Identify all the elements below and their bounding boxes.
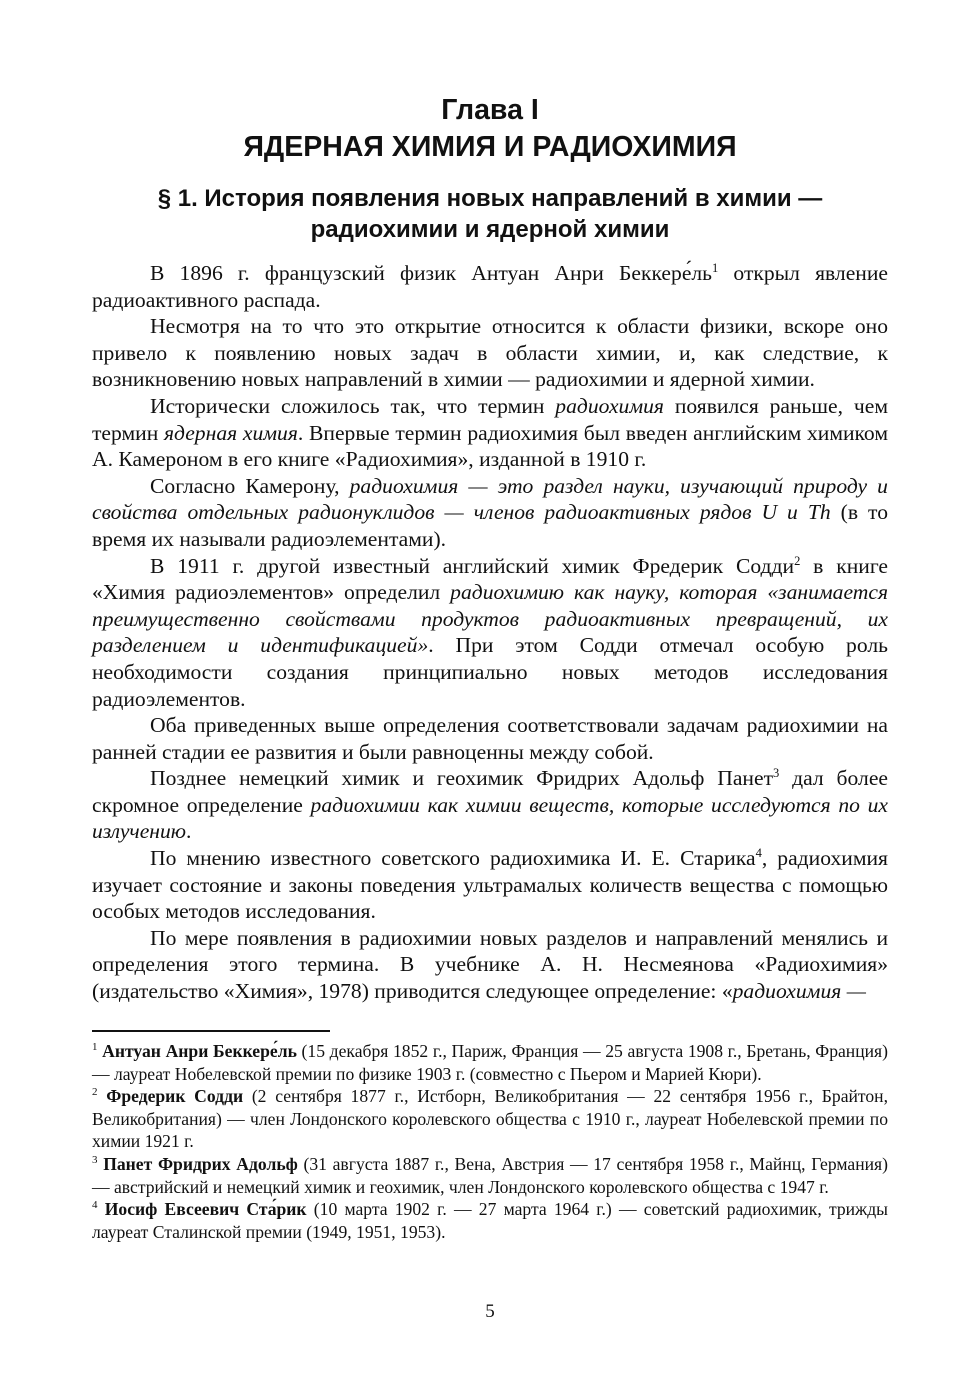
paragraph-2: Несмотря на то что это открытие относится к области физики, вскоре оно привело к появлению новых задач в области химии, и, как следствие, к возникновению новых направлений в химии — радиохимии и ядерной химии. — [92, 314, 888, 392]
section-heading — [92, 183, 888, 245]
footnote-person-name: Иосиф Евсеевич Ста́рик — [104, 1199, 307, 1220]
footnote-divider — [92, 1030, 330, 1032]
footnote-number: 2 — [92, 1086, 98, 1099]
footnote-person-name: Антуан Анри Беккере́ль — [102, 1041, 297, 1061]
footnote-4: $^4$ Иосиф Евсеевич Ста́рик (10 марта 1902 г. — 27 марта 1964 г.) — советский радиохимик, трижды лауреат Сталинской премии (1949, 1951, 1953). — [92, 1199, 888, 1242]
footnote-number: 3 — [92, 1154, 98, 1167]
paragraph-5: В 1911 г. другой известный английский химик Фредерик Содди$^2$ в книге «Химия радиоэлементов» определил радиохимию как науку, которая «занимается преимущественно свойствами продуктов радиоактивных превращений, их разделением и идентификацией». При этом Содди отмечал особую роль необходимости создания принципиально новых методов исследования радиоэлементов. — [92, 553, 888, 711]
footnote-1: $^1$ Антуан Анри Беккере́ль (15 декабря 1852 г., Париж, Франция — 25 августа 1908 г., Бретань, Франция) — лауреат Нобелевской премии по физике 1903 г. (совместно с Пьером и Марией Кюри). — [92, 1041, 888, 1084]
page-number: 5 — [485, 1301, 495, 1322]
soddy-definition: радиохимию как науку, которая «занимается преимущественно свойствами продуктов радиоактивных превращений, их разделением и идентификацией» — [92, 580, 888, 658]
footnote-person-name: Фредерик Содди — [106, 1086, 244, 1107]
body-text — [92, 260, 888, 1005]
paragraph-9: По мере появления в радиохимии новых разделов и направлений менялись и определения этого термина. В учебнике А. Н. Несмеянова «Радиохимия» (издательство «Химия», 1978) приводится следующее определение: «радиохимия — — [92, 925, 888, 1004]
paragraph-3: Исторически сложилось так, что термин радиохимия появился раньше, чем термин ядерная химия. Впервые термин радиохимия был введен английским химиком А. Камероном в его книге «Радиохимия», изданной в 1910 г. — [92, 393, 888, 472]
paragraph-7: Позднее немецкий химик и геохимик Фридрих Адольф Панет$^3$ дал более скромное определение радиохимии как химии веществ, которые исследуются по их излучению. — [92, 766, 888, 844]
term-nuclear-chemistry: ядерная химия — [164, 420, 298, 445]
chapter-label: Глава I — [441, 94, 539, 126]
footnote-ref-3: 3 — [773, 766, 780, 781]
footnote-number: 1 — [92, 1041, 98, 1054]
nesmeyanov-definition-start: радиохимия — — [732, 979, 866, 1004]
paragraph-1: В 1896 г. французский физик Антуан Анри Беккере́ль$^1$ открыл явление радиоактивного распада. — [92, 260, 888, 312]
chapter-title: ЯДЕРНАЯ ХИМИЯ И РАДИОХИМИЯ — [243, 131, 737, 163]
footnote-ref-2: 2 — [794, 553, 801, 568]
section-title-line-1: § 1. История появления новых направлений в химии — — [157, 185, 823, 212]
footnote-ref-1: 1 — [712, 260, 719, 275]
paragraph-6: Оба приведенных выше определения соответствовали задачам радиохимии на ранней стадии ее развития и были равноценны между собой. — [92, 713, 888, 764]
chapter-heading — [92, 92, 888, 166]
paragraph-4: Согласно Камерону, радиохимия — это раздел науки, изучающий природу и свойства отдельных радионуклидов — членов радиоактивных рядов U и Th (в то время их называли радиоэлементами). — [92, 473, 889, 551]
footnote-person-name: Панет Фридрих Адольф — [103, 1153, 298, 1174]
section-title-line-2: радиохимии и ядерной химии — [310, 216, 670, 243]
footnote-number: 4 — [92, 1199, 98, 1212]
paneth-definition: радиохимии как химии веществ, которые исследуются по их излучению — [92, 792, 888, 844]
footnotes — [92, 1040, 888, 1243]
paragraph-8: По мнению известного советского радиохимика И. Е. Старика$^4$, радиохимия изучает состояние и законы поведения ультрамалых количеств вещества с помощью особых методов исследования. — [92, 845, 888, 924]
term-radiochemistry: радиохимия — [555, 393, 664, 418]
footnote-ref-4: 4 — [755, 845, 762, 860]
footnote-3: $^3$ Панет Фридрих Адольф (31 августа 1887 г., Вена, Австрия — 17 сентября 1958 г., Майнц, Германия) — австрийский и немецкий химик и геохимик, член Лондонского королевского общества с 1947 г. — [92, 1153, 888, 1197]
cameron-definition: радиохимия — это раздел науки, изучающий природу и свойства отдельных радионуклидов — членов радиоактивных рядов U и Th — [92, 473, 888, 525]
footnote-2: $^2$ Фредерик Содди (2 сентября 1877 г., Истборн, Великобритания — 22 сентября 1956 г., Брайтон, Великобритания) — член Лондонского королевского общества с 1910 г., лауреат Нобелевской премии по химии 1921 г. — [92, 1086, 888, 1152]
